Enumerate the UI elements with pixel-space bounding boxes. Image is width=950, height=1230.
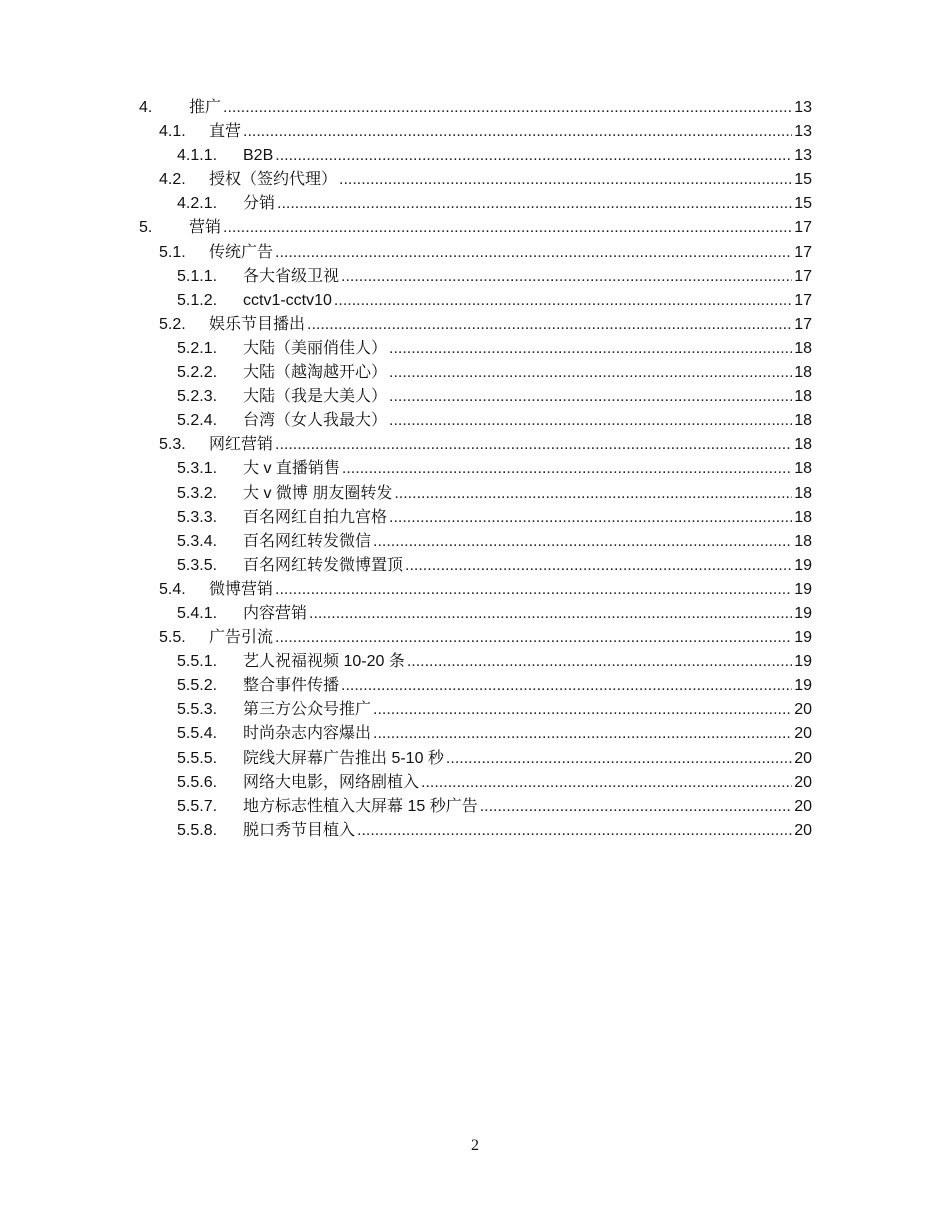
- toc-entry-title: 大陆（我是大美人）: [243, 388, 388, 406]
- table-of-contents: [139, 96, 812, 843]
- toc-dot-leader: [243, 120, 792, 144]
- toc-dot-leader: [339, 168, 792, 192]
- toc-dot-leader: [421, 771, 792, 795]
- toc-entry-number: 5.3.3.: [177, 508, 218, 526]
- toc-entry-title: 百名网红转发微信: [243, 532, 372, 550]
- toc-entry-page: 20: [794, 725, 812, 743]
- toc-entry-page: 17: [794, 219, 812, 237]
- toc-dot-leader: [446, 747, 792, 771]
- toc-entry[interactable]: [139, 650, 812, 674]
- toc-dot-leader: [223, 96, 792, 120]
- toc-entry-title: 大 v 直播销售: [243, 460, 340, 478]
- toc-entry-page: 13: [794, 99, 812, 116]
- toc-entry-title: 推广: [189, 99, 222, 116]
- toc-entry[interactable]: [139, 433, 812, 457]
- toc-entry-title: 百名网红自拍九宫格: [243, 508, 388, 526]
- toc-entry-number: 5.3.1.: [177, 460, 218, 478]
- toc-entry-page: 13: [794, 147, 812, 165]
- toc-entry-page: 18: [794, 412, 812, 430]
- toc-entry-page: 17: [794, 243, 812, 261]
- toc-dot-leader: [275, 241, 792, 265]
- toc-entry-page: 19: [794, 653, 812, 671]
- toc-entry-number: 5.5.3.: [177, 701, 218, 719]
- toc-entry-page: 20: [794, 797, 812, 815]
- toc-entry-page: 18: [794, 364, 812, 382]
- toc-entry-page: 18: [794, 436, 812, 454]
- toc-entry-number: 5.1.: [159, 243, 186, 261]
- toc-entry-page: 18: [794, 484, 812, 502]
- toc-dot-leader: [275, 433, 792, 457]
- toc-entry-title: 分销: [243, 195, 276, 213]
- toc-entry-page: 18: [794, 508, 812, 526]
- toc-entry-number: 5.1.1.: [177, 267, 218, 285]
- toc-dot-leader: [480, 795, 793, 819]
- toc-entry-page: 18: [794, 339, 812, 357]
- toc-entry-number: 5.4.1.: [177, 604, 218, 622]
- toc-dot-leader: [341, 265, 792, 289]
- toc-entry-page: 19: [794, 580, 812, 598]
- toc-entry-page: 19: [794, 629, 812, 647]
- toc-entry-page: 17: [794, 267, 812, 285]
- toc-entry-title: 网络大电影，网络剧植入: [243, 773, 420, 791]
- toc-entry[interactable]: [139, 289, 812, 313]
- toc-entry-number: 5.2.4.: [177, 412, 218, 430]
- toc-entry-page: 19: [794, 604, 812, 622]
- toc-entry-page: 15: [794, 195, 812, 213]
- toc-entry[interactable]: [139, 674, 812, 698]
- toc-dot-leader: [373, 722, 792, 746]
- toc-entry-title: 地方标志性植入大屏幕 15 秒广告: [243, 797, 478, 815]
- toc-entry[interactable]: [139, 337, 812, 361]
- toc-entry-number: 5.2.3.: [177, 388, 218, 406]
- toc-entry-page: 18: [794, 460, 812, 478]
- toc-dot-leader: [389, 506, 792, 530]
- toc-entry-title: B2B: [243, 147, 274, 165]
- toc-entry-title: 网红营销: [209, 436, 274, 454]
- toc-entry[interactable]: [139, 409, 812, 433]
- toc-dot-leader: [357, 819, 792, 843]
- toc-entry-number: 5.: [139, 219, 153, 237]
- toc-entry-title: 百名网红转发微博置顶: [243, 556, 404, 574]
- toc-dot-leader: [309, 602, 792, 626]
- toc-entry-number: 4.2.: [159, 171, 186, 189]
- toc-entry-number: 5.2.2.: [177, 364, 218, 382]
- toc-entry-title: 大陆（越淘越开心）: [243, 364, 388, 382]
- toc-entry-number: 5.5.4.: [177, 725, 218, 743]
- toc-entry-title: 大陆（美丽俏佳人）: [243, 339, 388, 357]
- toc-entry[interactable]: [139, 795, 812, 819]
- toc-entry[interactable]: [139, 554, 812, 578]
- toc-dot-leader: [342, 457, 792, 481]
- toc-entry-number: 5.5.6.: [177, 773, 218, 791]
- toc-dot-leader: [275, 144, 792, 168]
- toc-entry-number: 4.1.: [159, 123, 186, 141]
- toc-entry-number: 5.3.2.: [177, 484, 218, 502]
- toc-entry[interactable]: [139, 626, 812, 650]
- toc-entry[interactable]: [139, 482, 812, 506]
- toc-entry[interactable]: [139, 771, 812, 795]
- toc-entry-title: 脱口秀节目植入: [243, 821, 356, 839]
- toc-entry-number: 5.2.1.: [177, 339, 218, 357]
- toc-entry-number: 4.1.1.: [177, 147, 218, 165]
- toc-entry-number: 5.4.: [159, 580, 186, 598]
- toc-entry-number: 5.5.2.: [177, 677, 218, 695]
- toc-entry-number: 5.3.: [159, 436, 186, 454]
- toc-entry[interactable]: [139, 168, 812, 192]
- toc-entry-number: 5.5.8.: [177, 821, 218, 839]
- toc-dot-leader: [223, 216, 792, 240]
- toc-entry[interactable]: [139, 578, 812, 602]
- toc-entry-number: 5.3.4.: [177, 532, 218, 550]
- toc-entry-title: 传统广告: [209, 243, 274, 261]
- toc-entry[interactable]: [139, 530, 812, 554]
- toc-dot-leader: [389, 409, 792, 433]
- toc-dot-leader: [373, 698, 792, 722]
- page-number: 2: [471, 1137, 479, 1154]
- toc-entry[interactable]: [139, 602, 812, 626]
- toc-entry-number: 4.2.1.: [177, 195, 218, 213]
- toc-entry-title: 艺人祝福视频 10-20 条: [243, 653, 405, 671]
- toc-entry-title: 第三方公众号推广: [243, 701, 372, 719]
- toc-entry-number: 4.: [139, 99, 153, 116]
- toc-entry[interactable]: [139, 506, 812, 530]
- toc-dot-leader: [389, 337, 792, 361]
- toc-entry-title: 整合事件传播: [243, 677, 340, 695]
- toc-entry-title: 微博营销: [209, 580, 274, 598]
- toc-dot-leader: [277, 192, 792, 216]
- toc-entry-title: 广告引流: [209, 629, 274, 647]
- toc-entry-page: 20: [794, 773, 812, 791]
- toc-entry-page: 17: [794, 315, 812, 333]
- toc-entry-number: 5.5.1.: [177, 653, 218, 671]
- toc-entry-number: 5.3.5.: [177, 556, 218, 574]
- toc-entry-title: 台湾（女人我最大）: [243, 412, 388, 430]
- toc-dot-leader: [334, 289, 792, 313]
- toc-entry[interactable]: [139, 698, 812, 722]
- toc-entry-number: 5.5.5.: [177, 749, 218, 767]
- toc-entry[interactable]: [139, 96, 812, 120]
- toc-entry-page: 15: [794, 171, 812, 189]
- toc-entry[interactable]: [139, 457, 812, 481]
- toc-dot-leader: [275, 626, 792, 650]
- toc-entry[interactable]: [139, 265, 812, 289]
- toc-entry-number: 5.1.2.: [177, 291, 218, 309]
- toc-entry-page: 20: [794, 701, 812, 719]
- toc-entry-page: 19: [794, 677, 812, 695]
- toc-entry[interactable]: [139, 241, 812, 265]
- toc-entry-title: 各大省级卫视: [243, 267, 340, 285]
- toc-entry-title: 授权（签约代理）: [209, 171, 338, 189]
- toc-entry-page: 19: [794, 556, 812, 574]
- toc-entry-title: 时尚杂志内容爆出: [243, 725, 372, 743]
- toc-dot-leader: [275, 578, 792, 602]
- toc-dot-leader: [394, 482, 792, 506]
- toc-entry-title: cctv1-cctv10: [243, 291, 332, 309]
- toc-entry-page: 20: [794, 749, 812, 767]
- toc-entry[interactable]: [139, 819, 812, 843]
- toc-entry-number: 5.5.7.: [177, 797, 218, 815]
- toc-dot-leader: [341, 674, 792, 698]
- toc-entry[interactable]: [139, 385, 812, 409]
- toc-entry-page: 18: [794, 532, 812, 550]
- toc-entry-number: 5.2.: [159, 315, 186, 333]
- toc-entry[interactable]: [139, 216, 812, 240]
- toc-entry-title: 娱乐节目播出: [209, 315, 306, 333]
- toc-dot-leader: [407, 650, 792, 674]
- toc-entry-title: 内容营销: [243, 604, 308, 622]
- toc-entry[interactable]: [139, 192, 812, 216]
- toc-entry-page: 13: [794, 123, 812, 141]
- toc-entry-page: 18: [794, 388, 812, 406]
- toc-dot-leader: [389, 385, 792, 409]
- toc-entry[interactable]: [139, 144, 812, 168]
- toc-entry-title: 院线大屏幕广告推出 5-10 秒: [243, 749, 444, 767]
- toc-entry-number: 5.5.: [159, 629, 186, 647]
- toc-entry-title: 大 v 微博 朋友圈转发: [243, 484, 393, 502]
- toc-entry-title: 直营: [209, 123, 242, 141]
- toc-entry[interactable]: [139, 722, 812, 746]
- toc-entry[interactable]: [139, 120, 812, 144]
- toc-entry-page: 20: [794, 821, 812, 839]
- toc-entry-page: 17: [794, 291, 812, 309]
- toc-dot-leader: [373, 530, 792, 554]
- toc-entry[interactable]: [139, 313, 812, 337]
- toc-dot-leader: [405, 554, 792, 578]
- toc-entry-title: 营销: [189, 219, 222, 237]
- toc-dot-leader: [389, 361, 792, 385]
- toc-entry[interactable]: [139, 747, 812, 771]
- toc-entry[interactable]: [139, 361, 812, 385]
- toc-dot-leader: [307, 313, 792, 337]
